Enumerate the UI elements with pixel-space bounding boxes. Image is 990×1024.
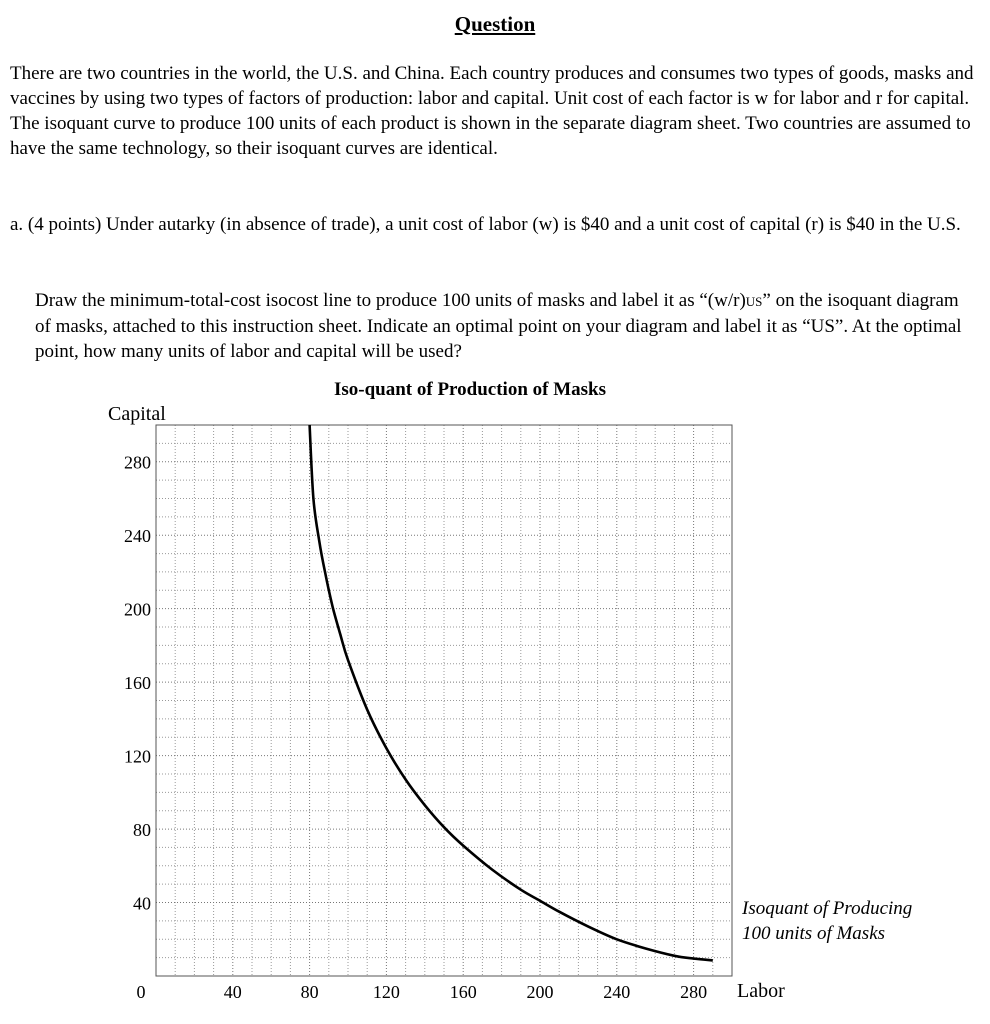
x-tick-label: 160: [449, 982, 477, 1002]
x-tick-label: 80: [300, 982, 319, 1002]
x-tick-label: 40: [223, 982, 242, 1002]
y-tick-label: 160: [124, 673, 151, 694]
y-tick-label: 200: [124, 599, 151, 620]
x-tick-label: 120: [372, 982, 400, 1002]
isoquant-label-line-1: Isoquant of Producing: [742, 898, 913, 919]
question-title: Question: [454, 12, 536, 36]
x-tick-label: 200: [526, 982, 554, 1002]
isoquant-curve: [310, 425, 713, 960]
instruction-text-end: ” on the isoquant diagram of masks, attached to this instruction sheet. Indicate an optimal point on your diagram and label it as “US”. At the optimal point, how many units of labor and capital will be used?: [35, 290, 962, 362]
y-tick-label: 40: [133, 893, 151, 914]
isoquant-label-line-2: 100 units of Masks: [742, 923, 886, 944]
x-tick-label: 280: [680, 982, 708, 1002]
part-a-text: a. (4 points) Under autarky (in absence of trade), a unit cost of labor (w) is $40 and a unit cost of capital (r) is $40 in the U.S.: [10, 214, 961, 235]
y-tick-label: 240: [124, 526, 151, 547]
chart-title: Iso-quant of Production of Masks: [333, 379, 607, 400]
y-tick-label: 120: [124, 746, 151, 767]
question-intro: There are two countries in the world, the U.S. and China. Each country produces and consumes two types of goods, masks and vaccines by using two types of factors of production: labor and capital. Unit cost of each factor is w for labor and r for capital. The isoquant curve to produce 100 units of each product is shown in the separate diagram sheet. Two countries are assumed to have the same technology, so their isoquant curves are identical.: [10, 63, 974, 159]
x-tick-label: 240: [603, 982, 631, 1002]
instruction-text-start: Draw the minimum-total-cost isocost line to produce 100 units of masks and label it as “(w/r): [35, 290, 746, 311]
x-axis-label: Labor: [737, 980, 785, 1002]
y-axis-label: Capital: [108, 403, 166, 425]
instruction-subscript: US: [745, 294, 763, 309]
y-tick-label: 280: [124, 452, 151, 473]
x-tick-label: 0: [136, 982, 146, 1002]
y-tick-label: 80: [133, 820, 151, 841]
